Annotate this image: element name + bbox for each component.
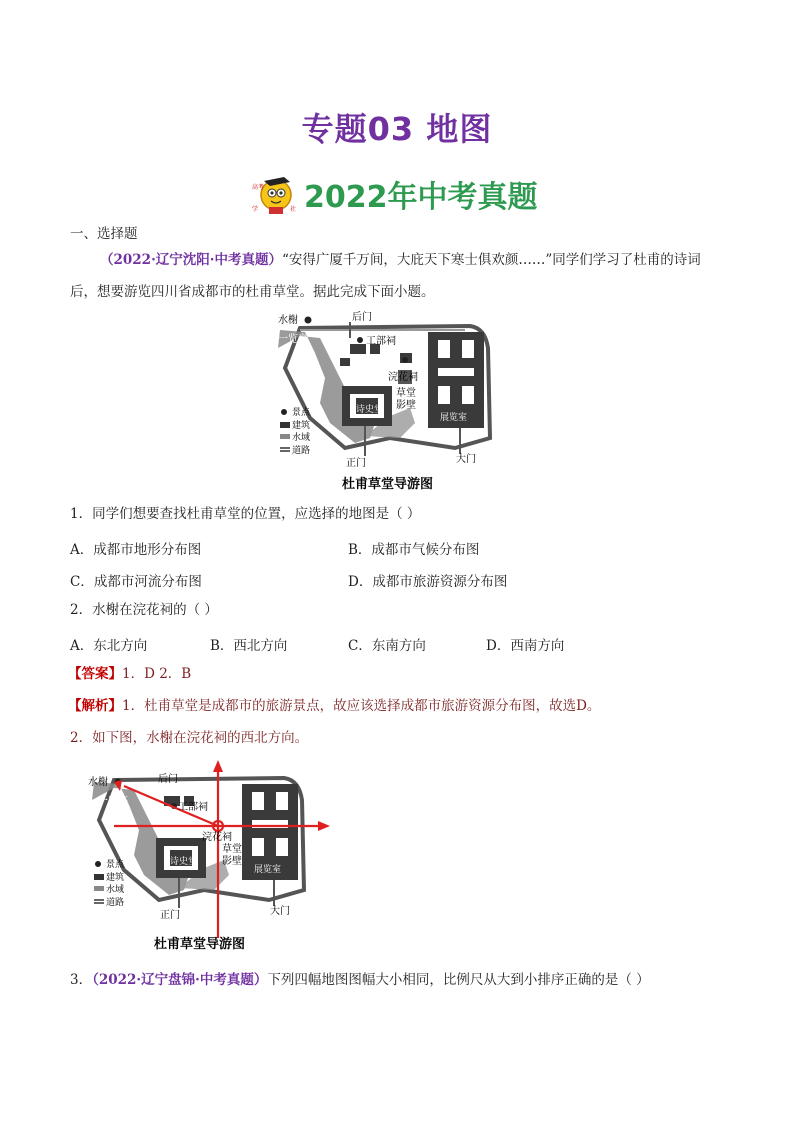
logo-text-2: 学 bbox=[252, 206, 259, 213]
map2-label-damen: 大门 bbox=[270, 906, 290, 917]
answer-text: 1．D 2．B bbox=[122, 666, 192, 682]
q2-option-a: A．东北方向 bbox=[70, 638, 148, 654]
map2-label-huanhuaci: 浣花祠 bbox=[202, 832, 232, 843]
question-source: （2022·辽宁沈阳·中考真题） bbox=[100, 252, 282, 268]
map1-label-gongbuci: 工部祠 bbox=[366, 336, 396, 347]
map1-label-zhengmen: 正门 bbox=[346, 458, 366, 469]
mascot-logo-icon bbox=[250, 173, 298, 215]
page-subtitle: 2022年中考真题 bbox=[304, 180, 538, 215]
q3-num: 3． bbox=[70, 972, 93, 988]
logo-text-3: 社 bbox=[290, 206, 297, 213]
page-title: 专题03 地图 bbox=[301, 110, 493, 148]
answer-line bbox=[68, 664, 191, 684]
map1-legend-2: 水域 bbox=[292, 433, 311, 443]
q1-option-b: B．成都市气候分布图 bbox=[348, 542, 480, 558]
analysis-line-1 bbox=[68, 696, 600, 716]
q2-option-c: C．东南方向 bbox=[348, 638, 426, 654]
analysis-text-2: 2．如下图，水榭在浣花祠的西北方向。 bbox=[70, 730, 309, 746]
map2-label-yilanting: 一览亭 bbox=[98, 796, 128, 807]
map1-label-caotang: 草堂 bbox=[396, 388, 416, 399]
map2-label-shuixie: 水榭 bbox=[88, 777, 108, 788]
map2-label-gongbuci: 工部祠 bbox=[178, 802, 208, 813]
map-dufu-caotang-annotated bbox=[84, 760, 344, 960]
q2-option-b: B．西北方向 bbox=[210, 638, 288, 654]
map1-legend-1: 建筑 bbox=[292, 421, 311, 431]
map1-label-shuixie: 水榭 bbox=[278, 315, 298, 326]
section-heading: 一、选择题 bbox=[70, 226, 138, 242]
analysis-text-1: 1．杜甫草堂是成都市的旅游景点，故应该选择成都市旅游资源分布图，故选D。 bbox=[122, 698, 601, 714]
q2-stem: 2．水榭在浣花祠的（ ） bbox=[70, 602, 218, 618]
question-intro-line-1 bbox=[100, 250, 701, 270]
subtitle-row bbox=[250, 172, 538, 216]
map2-caption: 杜甫草堂导游图 bbox=[154, 937, 246, 952]
map2-legend-3: 道路 bbox=[106, 898, 125, 908]
answer-tag: 【答案】 bbox=[68, 666, 122, 682]
map1-label-shishitang: 诗史堂 bbox=[356, 405, 384, 415]
map1-label-damen: 大门 bbox=[456, 454, 476, 465]
q3-source: （2022·辽宁盘锦·中考真题） bbox=[92, 972, 268, 988]
map1-legend-0: 景点 bbox=[292, 408, 311, 418]
q3-text: 下列四幅地图图幅大小相同，比例尺从大到小排序正确的是（ ） bbox=[267, 972, 650, 988]
map2-label-yingbi: 影壁 bbox=[222, 856, 242, 867]
map1-label-yilanting: 一览亭 bbox=[278, 334, 308, 345]
map-dufu-caotang bbox=[270, 308, 510, 498]
logo-text-1: 高考 bbox=[252, 184, 265, 191]
map2-label-shishitang: 诗史堂 bbox=[170, 857, 198, 867]
analysis-tag: 【解析】 bbox=[68, 698, 122, 714]
intro-text-2: 后，想要游览四川省成都市的杜甫草堂。据此完成下面小题。 bbox=[70, 284, 435, 300]
map1-caption: 杜甫草堂导游图 bbox=[342, 477, 434, 492]
map2-label-caotang: 草堂 bbox=[222, 844, 242, 855]
map1-label-houmen: 后门 bbox=[352, 312, 372, 323]
map2-legend-1: 建筑 bbox=[106, 873, 125, 883]
map2-legend-2: 水域 bbox=[106, 885, 125, 895]
q3-line bbox=[70, 970, 650, 990]
map1-legend-3: 道路 bbox=[292, 446, 311, 456]
q1-option-d: D．成都市旅游资源分布图 bbox=[348, 574, 508, 590]
intro-text-1: “安得广厦千万间，大庇天下寒士俱欢颜……”同学们学习了杜甫的诗词 bbox=[281, 252, 701, 268]
map2-label-zhanlanshi: 展览室 bbox=[254, 865, 282, 875]
map1-label-zhanlanshi: 展览室 bbox=[440, 413, 468, 423]
map1-label-yingbi: 影壁 bbox=[396, 400, 416, 411]
q1-option-a: A．成都市地形分布图 bbox=[70, 542, 202, 558]
q1-option-c: C．成都市河流分布图 bbox=[70, 574, 202, 590]
map1-label-huanhuaci: 浣花祠 bbox=[388, 372, 418, 383]
map2-label-houmen: 后门 bbox=[158, 774, 178, 785]
map2-label-zhengmen: 正门 bbox=[160, 910, 180, 921]
q1-stem: 1．同学们想要查找杜甫草堂的位置，应选择的地图是（ ） bbox=[70, 506, 421, 522]
map2-legend-0: 景点 bbox=[106, 860, 125, 870]
q2-option-d: D．西南方向 bbox=[486, 638, 565, 654]
